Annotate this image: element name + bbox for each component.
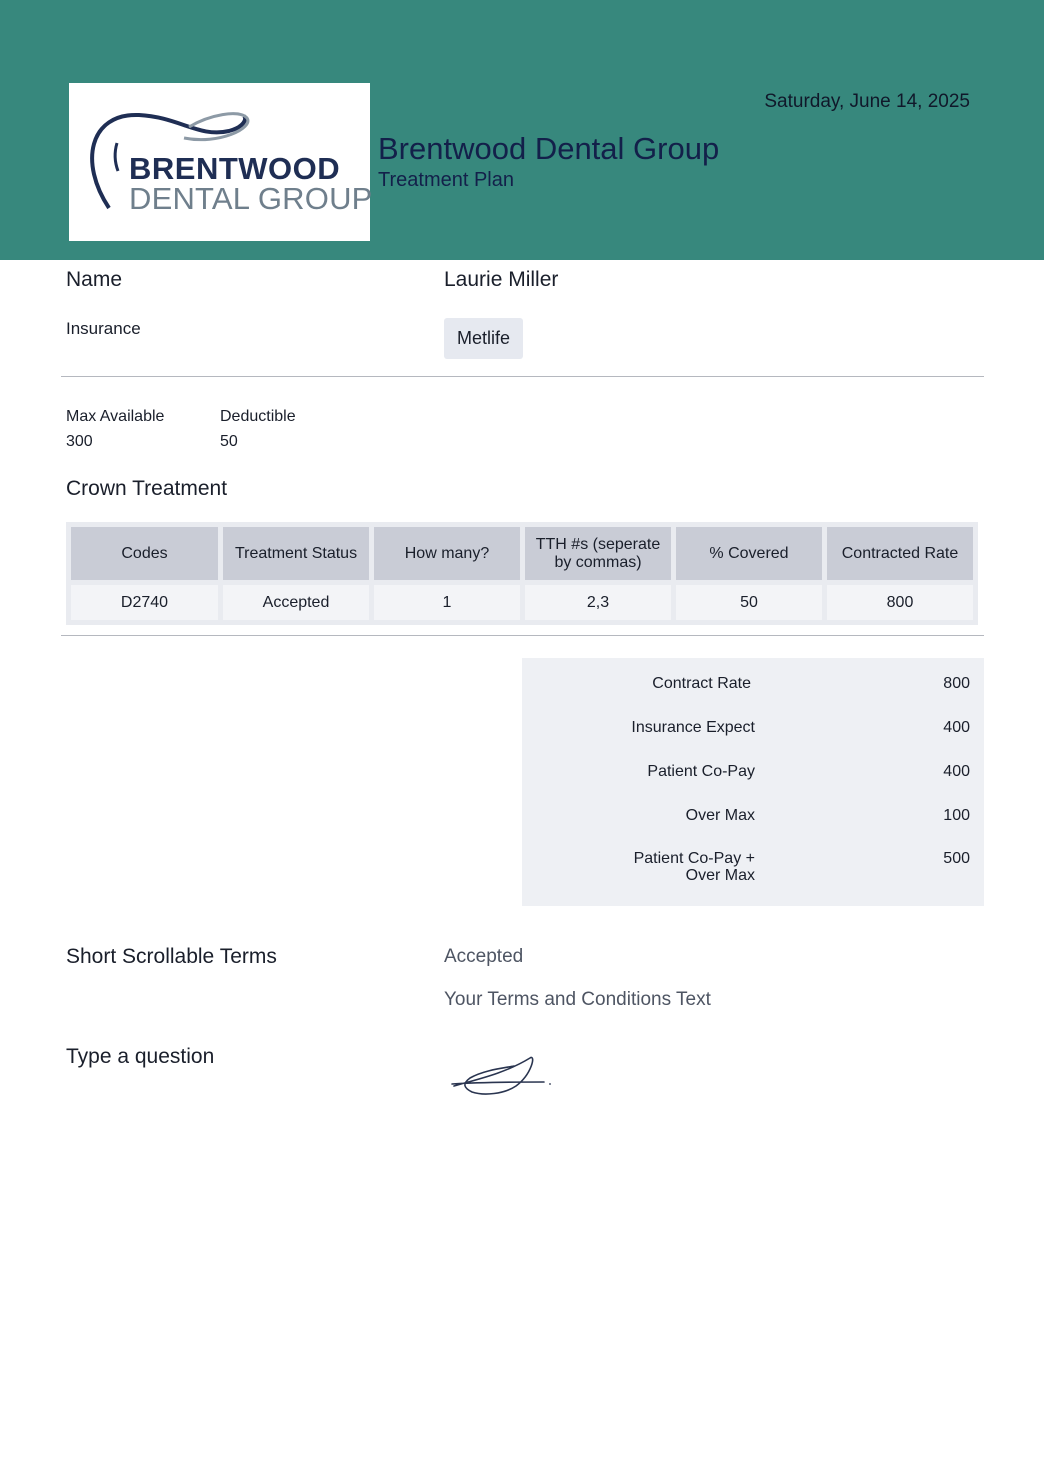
column-header-contracted-rate: Contracted Rate (827, 527, 973, 580)
org-name: Brentwood Dental Group (378, 131, 720, 166)
name-label: Name (66, 268, 123, 291)
signature-icon[interactable] (444, 1044, 564, 1109)
table-cell-percent-covered[interactable]: 50 (676, 585, 822, 620)
logo-text-line2: DENTAL GROUP (129, 181, 373, 216)
question-label: Type a question (66, 1045, 215, 1068)
summary-label-over-max: Over Max (685, 807, 755, 824)
insurance-label: Insurance (66, 319, 141, 338)
column-header-how-many: How many? (374, 527, 520, 580)
summary-label-contract-rate: Contract Rate (652, 675, 751, 692)
summary-value-over-max: 100 (943, 807, 970, 824)
table-cell-code[interactable]: D2740 (71, 585, 218, 620)
divider (61, 376, 984, 377)
terms-status[interactable]: Accepted (444, 946, 524, 967)
summary-value-total: 500 (943, 850, 970, 867)
max-available-label: Max Available (66, 408, 165, 425)
table-cell-how-many[interactable]: 1 (374, 585, 520, 620)
column-header-codes: Codes (71, 527, 218, 580)
logo (69, 83, 373, 241)
deductible-value[interactable]: 50 (220, 433, 238, 450)
header-band (0, 0, 1044, 260)
cost-summary (522, 658, 984, 906)
document-type: Treatment Plan (378, 169, 514, 191)
insurance-chip[interactable]: Metlife (444, 318, 523, 359)
table-cell-tooth-numbers[interactable]: 2,3 (525, 585, 671, 620)
logo-text-line1: BRENTWOOD (129, 151, 341, 186)
summary-value-patient-copay: 400 (943, 763, 970, 780)
column-header-tooth-numbers: TTH #s (seperate by commas) (525, 527, 671, 580)
summary-label-insurance-expect: Insurance Expect (631, 719, 755, 736)
summary-value-insurance-expect: 400 (943, 719, 970, 736)
treatment-table (66, 522, 978, 625)
column-header-status: Treatment Status (223, 527, 369, 580)
summary-value-contract-rate: 800 (943, 675, 970, 692)
document-date: Saturday, June 14, 2025 (764, 91, 970, 112)
column-header-percent-covered: % Covered (676, 527, 822, 580)
name-value[interactable]: Laurie Miller (444, 268, 559, 291)
terms-text[interactable]: Your Terms and Conditions Text (444, 989, 711, 1010)
table-cell-contracted-rate[interactable]: 800 (827, 585, 973, 620)
summary-label-total: Patient Co-Pay + Over Max (633, 850, 755, 884)
deductible-label: Deductible (220, 408, 296, 425)
divider (61, 635, 984, 636)
max-available-value[interactable]: 300 (66, 433, 93, 450)
terms-label: Short Scrollable Terms (66, 945, 277, 968)
table-cell-status[interactable]: Accepted (223, 585, 369, 620)
summary-label-patient-copay: Patient Co-Pay (647, 763, 755, 780)
section-title: Crown Treatment (66, 477, 228, 500)
